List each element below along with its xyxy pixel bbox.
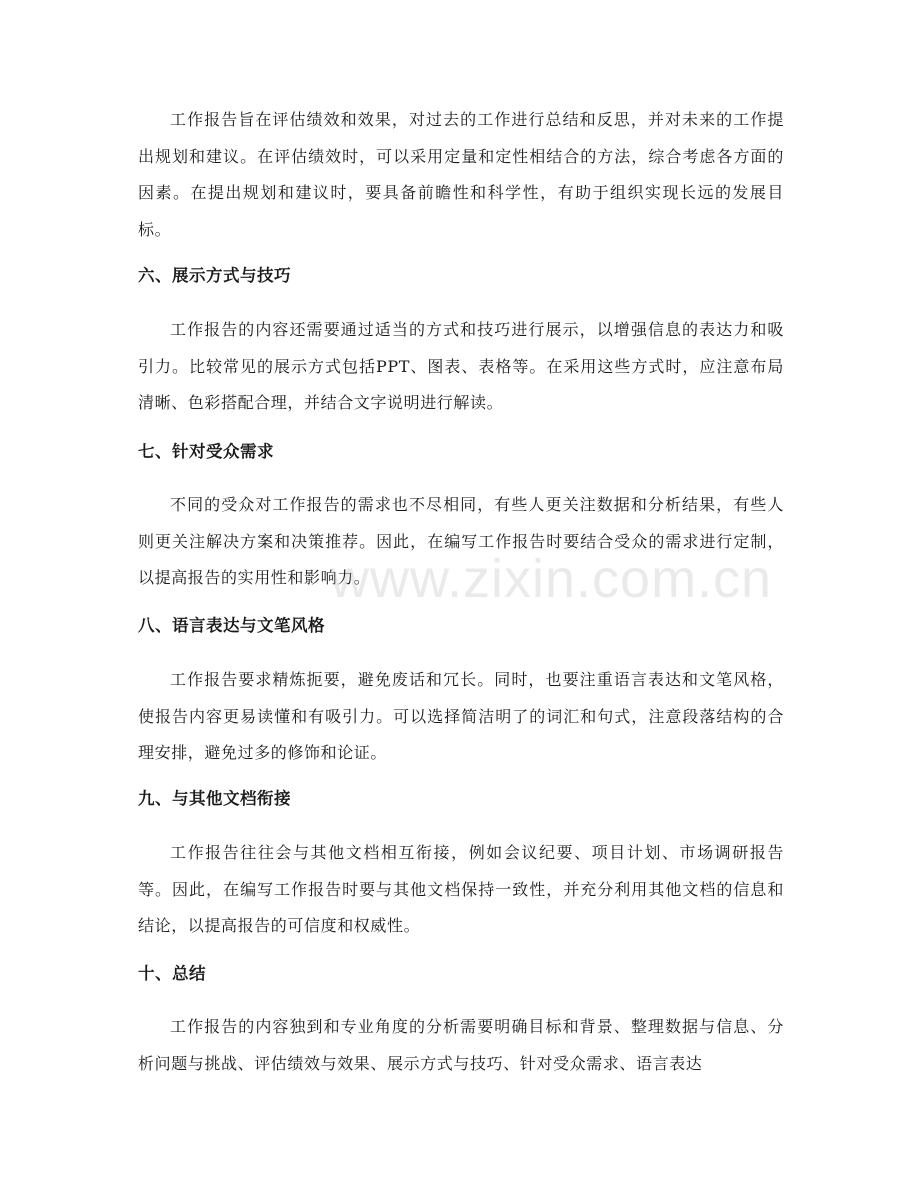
watermark: www.zixin.com.cn [330,549,773,609]
paragraph-performance: 工作报告旨在评估绩效和效果，对过去的工作进行总结和反思，并对未来的工作提出规划和建议。在评估绩效时，可以采用定量和定性相结合的方法，综合考虑各方面的因素。在提出规划和建议时，要具备前瞻性和科学性，有助于组织实现长远的发展目标。 [138,110,784,239]
paragraph-document-linkage: 工作报告往往会与其他文档相互衔接，例如会议纪要、项目计划、市场调研报告等。因此，在编写工作报告时要与其他文档保持一致性，并充分利用其他文档的信息和结论，以提高报告的可信度和权威性。 [138,843,784,935]
paragraph-summary: 工作报告的内容独到和专业角度的分析需要明确目标和背景、整理数据与信息、分析问题与挑战、评估绩效与效果、展示方式与技巧、针对受众需求、语言表达 [138,1017,784,1073]
heading-language-style: 八、语言表达与文笔风格 [138,616,325,635]
heading-audience: 七、针对受众需求 [138,442,274,461]
heading-presentation: 六、展示方式与技巧 [138,266,291,285]
heading-document-linkage: 九、与其他文档衔接 [138,789,291,808]
paragraph-language-style: 工作报告要求精炼扼要，避免废话和冗长。同时，也要注重语言表达和文笔风格，使报告内容更易读懂和有吸引力。可以选择简洁明了的词汇和句式，注意段落结构的合理安排，避免过多的修饰和论证。 [138,670,784,762]
paragraph-presentation: 工作报告的内容还需要通过适当的方式和技巧进行展示，以增强信息的表达力和吸引力。比较常见的展示方式包括PPT、图表、表格等。在采用这些方式时，应注意布局清晰、色彩搭配合理，并结合文字说明进行解读。 [138,320,784,412]
paragraph-audience: 不同的受众对工作报告的需求也不尽相同，有些人更关注数据和分析结果，有些人则更关注解决方案和决策推荐。因此，在编写工作报告时要结合受众的需求进行定制，以提高报告的实用性和影响力。 [138,495,784,587]
heading-summary: 十、总结 [138,964,206,983]
